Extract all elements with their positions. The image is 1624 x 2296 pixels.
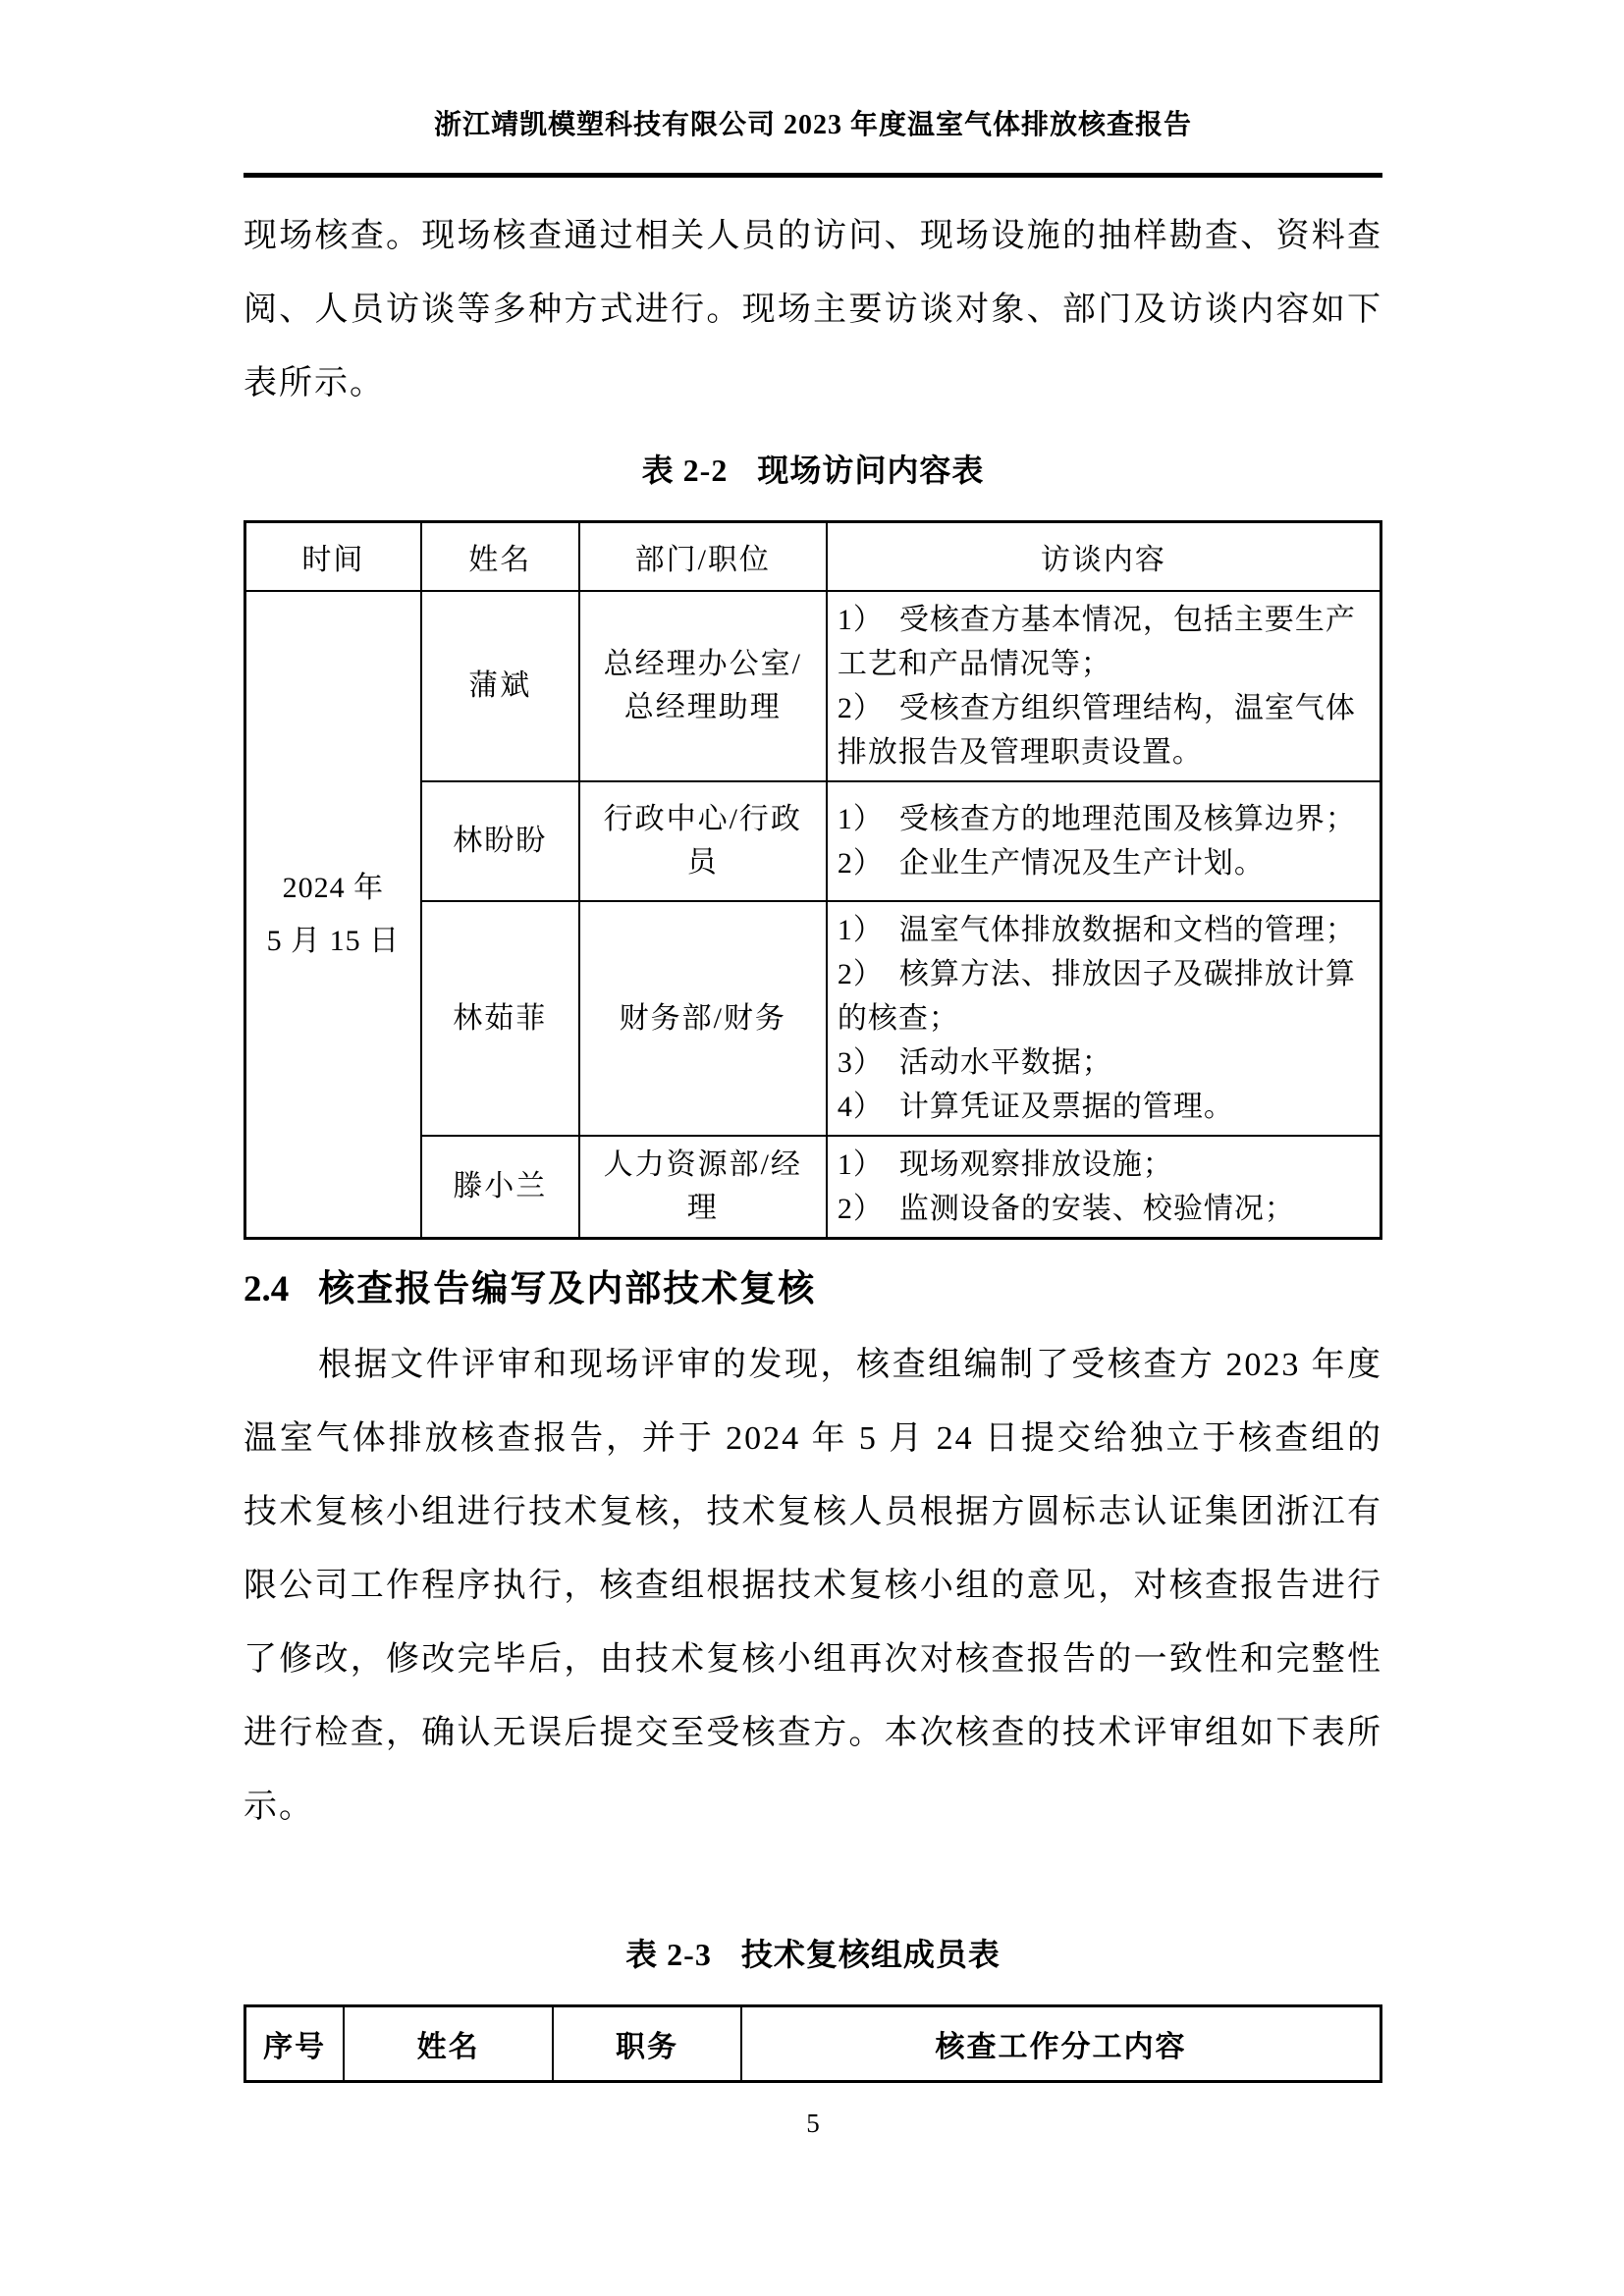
name-cell: 林盼盼 bbox=[421, 781, 579, 901]
col-header-name: 姓名 bbox=[344, 2006, 553, 2082]
interview-item: 2） 受核查方组织管理结构，温室气体排放报告及管理职责设置。 bbox=[837, 692, 1356, 769]
date-line-2: 5 月 15 日 bbox=[266, 924, 401, 957]
page-header bbox=[244, 106, 1382, 178]
interview-item: 3） 活动水平数据； bbox=[837, 1046, 1112, 1079]
header-rule bbox=[244, 173, 1382, 178]
section-title: 核查报告编写及内部技术复核 bbox=[318, 1269, 817, 1309]
interview-item: 1） 受核查方基本情况，包括主要生产工艺和产品情况等； bbox=[837, 604, 1356, 680]
interview-item: 2） 监测设备的安装、校验情况； bbox=[837, 1193, 1295, 1225]
dept-cell: 财务部/财务 bbox=[579, 901, 827, 1136]
date-line-1: 2024 年 bbox=[282, 871, 385, 904]
table-2-3-name: 技术复核组成员表 bbox=[740, 1937, 1001, 1972]
date-cell bbox=[245, 591, 421, 1239]
interview-item: 2） 核算方法、排放因子及碳排放计算的核查； bbox=[837, 958, 1356, 1035]
interview-item: 1） 现场观察排放设施； bbox=[837, 1148, 1173, 1181]
name-cell: 蒲斌 bbox=[421, 591, 579, 781]
table-2-2-interview bbox=[244, 520, 1382, 1240]
table-2-2-header-row bbox=[245, 522, 1381, 592]
table-2-3-reviewers bbox=[244, 2004, 1382, 2083]
content-cell bbox=[827, 901, 1381, 1136]
interview-item: 1） 温室气体排放数据和文档的管理； bbox=[837, 914, 1356, 946]
table-row bbox=[245, 591, 1381, 781]
section-2-4-heading bbox=[244, 1265, 1382, 1314]
header-title: 浙江靖凯模塑科技有限公司 2023 年度温室气体排放核查报告 bbox=[433, 110, 1192, 140]
col-header-position: 职务 bbox=[553, 2006, 741, 2082]
col-header-content: 访谈内容 bbox=[827, 522, 1381, 592]
paragraph-site-visit: 现场核查。现场核查通过相关人员的访问、现场设施的抽样勘查、资料查阅、人员访谈等多种方式进行。现场主要访谈对象、部门及访谈内容如下表所示。 bbox=[244, 218, 1382, 401]
table-2-2-title bbox=[244, 446, 1382, 491]
table-2-3-title bbox=[244, 1930, 1382, 1975]
interview-item: 2） 企业生产情况及生产计划。 bbox=[837, 847, 1265, 880]
col-header-division: 核查工作分工内容 bbox=[741, 2006, 1380, 2082]
table-2-2-label: 表 2-2 bbox=[641, 453, 729, 488]
dept-cell: 人力资源部/经理 bbox=[579, 1136, 827, 1239]
name-cell: 林茹菲 bbox=[421, 901, 579, 1136]
page-number: 5 bbox=[806, 2109, 820, 2138]
section-number: 2.4 bbox=[244, 1269, 290, 1309]
col-header-index: 序号 bbox=[245, 2006, 345, 2082]
table-2-2-name: 现场访问内容表 bbox=[757, 453, 985, 488]
content-cell bbox=[827, 591, 1381, 781]
content-cell bbox=[827, 1136, 1381, 1239]
col-header-name: 姓名 bbox=[421, 522, 579, 592]
content-cell bbox=[827, 781, 1381, 901]
dept-cell: 总经理办公室/总经理助理 bbox=[579, 591, 827, 781]
col-header-dept: 部门/职位 bbox=[579, 522, 827, 592]
interview-item: 4） 计算凭证及票据的管理。 bbox=[837, 1091, 1234, 1123]
table-2-3-label: 表 2-3 bbox=[625, 1937, 712, 1972]
table-2-3-header-row bbox=[245, 2006, 1381, 2082]
dept-cell: 行政中心/行政员 bbox=[579, 781, 827, 901]
col-header-time: 时间 bbox=[245, 522, 421, 592]
interview-item: 1） 受核查方的地理范围及核算边界； bbox=[837, 803, 1356, 835]
name-cell: 滕小兰 bbox=[421, 1136, 579, 1239]
paragraph-technical-review: 根据文件评审和现场评审的发现，核查组编制了受核查方 2023 年度温室气体排放核查报告，并于 2024 年 5 月 24 日提交给独立于核查组的技术复核小组进行技术复核，技术复核人员根据方圆标志认证集团浙江有限公司工作程序执行，核查组根据技术复核小组的意见，对核查报告进行了修改，修改完毕后，由技术复核小组再次对核查报告的一致性和完整性进行检查，确认无误后提交至受核查方。本次核查的技术评审组如下表所示。 bbox=[244, 1347, 1382, 1825]
